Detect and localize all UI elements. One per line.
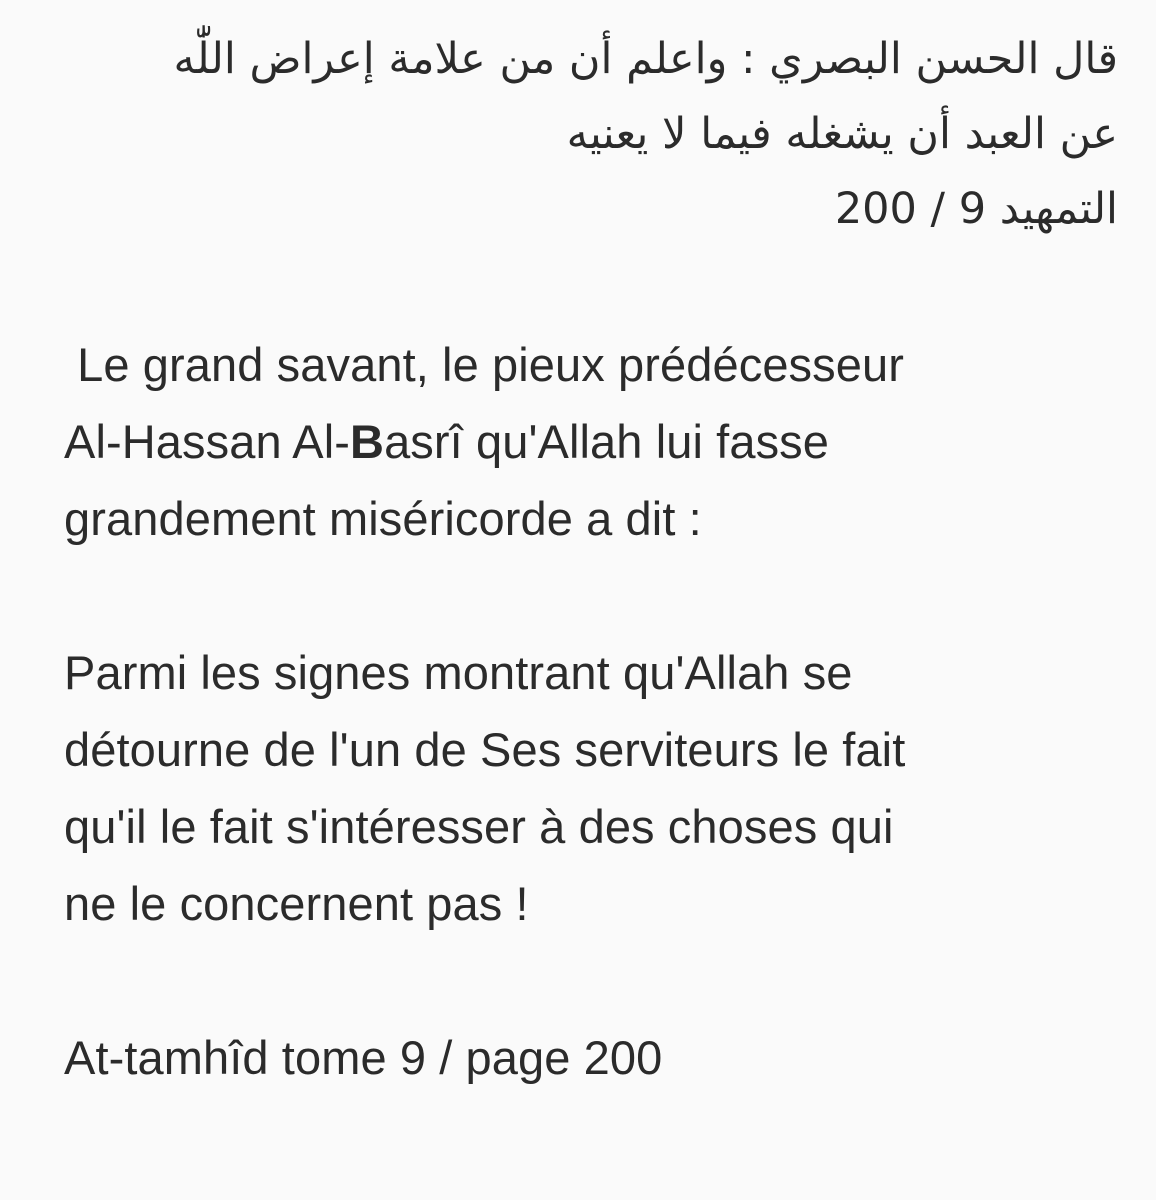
intro-line-1: Le grand savant, le pieux prédécesseur <box>64 338 904 391</box>
quote-line-4: ne le concernent pas ! <box>64 877 529 930</box>
french-translation <box>64 326 1124 1096</box>
arabic-reference: التمهيد 9 / 200 <box>834 184 1118 234</box>
intro-line-2-suffix: asrî qu'Allah lui fasse <box>384 415 830 468</box>
intro-line-3: grandement miséricorde a dit : <box>64 492 702 545</box>
intro-line-2 <box>64 403 1124 480</box>
arabic-line-2: عن العبد أن يشغله فيما لا يعنيه <box>566 109 1118 159</box>
intro-line-2-bold-letter: B <box>350 415 385 468</box>
quote-line-3: qu'il le fait s'intéresser à des choses qui <box>64 800 894 853</box>
quote-line-2: détourne de l'un de Ses serviteurs le fait <box>64 723 906 776</box>
quote-line-1: Parmi les signes montrant qu'Allah se <box>64 646 853 699</box>
reference-line: At-tamhîd tome 9 / page 200 <box>64 1031 663 1084</box>
intro-line-2-prefix: Al-Hassan Al- <box>64 415 351 468</box>
arabic-quote <box>38 22 1118 247</box>
paragraph-gap <box>64 942 1124 1019</box>
paragraph-gap <box>64 557 1124 634</box>
arabic-line-1: قال الحسن البصري : واعلم أن من علامة إعراض اللّٰه <box>173 34 1118 84</box>
